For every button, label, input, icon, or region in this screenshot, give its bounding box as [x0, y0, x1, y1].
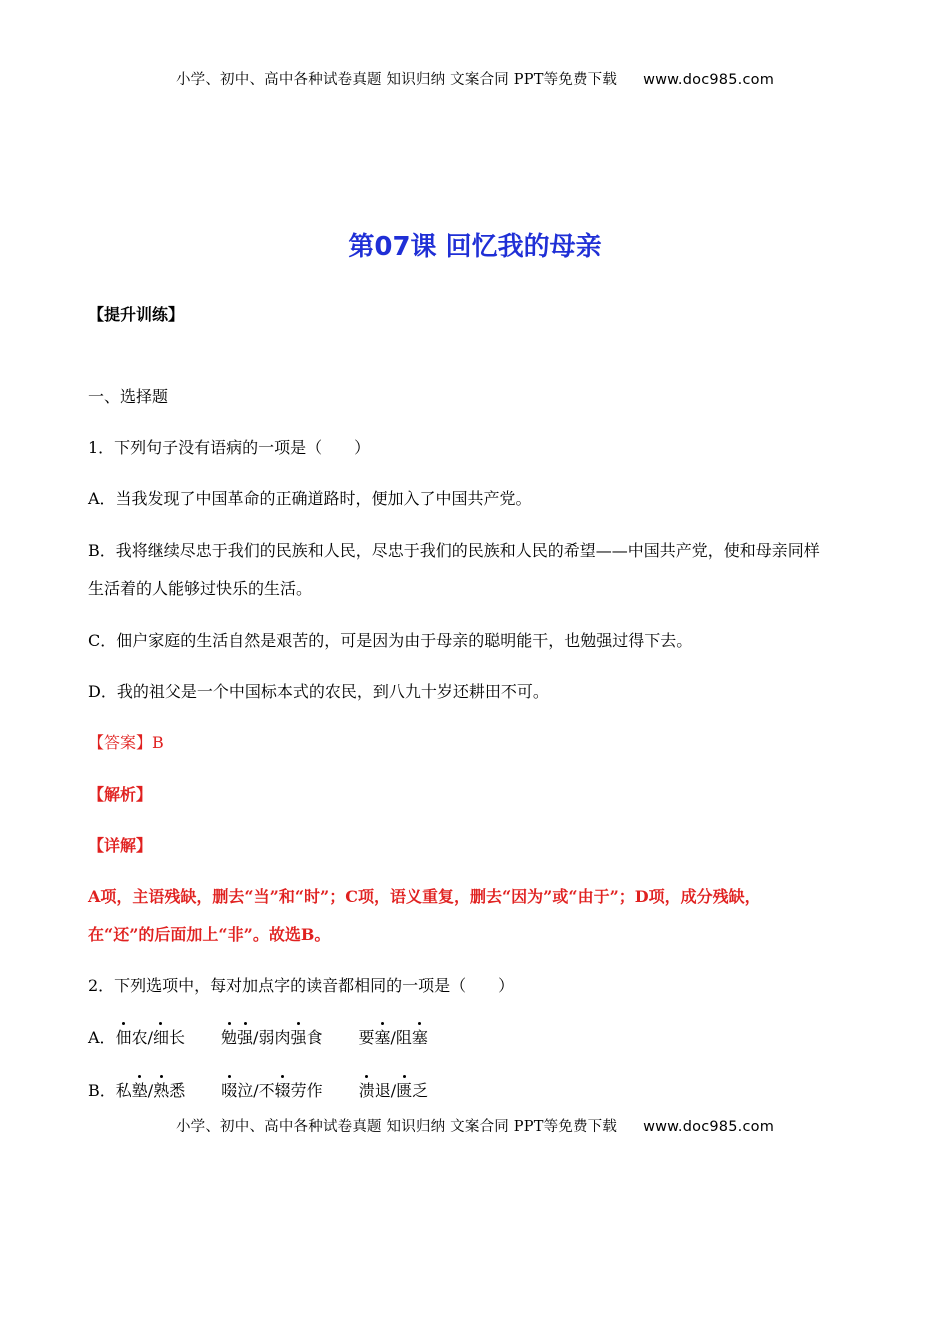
plain-text: 乏 [412, 1081, 429, 1100]
page-header [0, 68, 950, 89]
plain-text: /弱肉 [253, 1028, 291, 1047]
plain-text: / [147, 1081, 154, 1100]
section-heading: 一、选择题 [88, 387, 169, 406]
page-footer [0, 1115, 950, 1136]
plain-text: 要 [358, 1028, 375, 1047]
plain-text: 退/ [374, 1081, 397, 1100]
dotted-char: 强 [237, 1028, 254, 1047]
question-1-detail-label: 【详解】 [88, 836, 153, 855]
question-1-option-a: A．当我发现了中国革命的正确道路时，便加入了中国共产党。 [88, 489, 532, 508]
dotted-char: 佃 [115, 1028, 132, 1047]
question-1-answer: 【答案】B [88, 733, 164, 752]
question-2-stem: 2．下列选项中，每对加点字的读音都相同的一项是（ ） [88, 976, 515, 995]
option-label: A． [88, 1028, 116, 1047]
question-1-analysis-label: 【解析】 [88, 785, 153, 804]
plain-text: 悉 [169, 1081, 186, 1100]
plain-text: /阻 [390, 1028, 412, 1047]
dotted-char: 溃 [358, 1081, 375, 1100]
section-label: 【提升训练】 [88, 305, 185, 324]
footer-text: 小学、初中、高中各种试卷真题 知识归纳 文案合同 PPT等免费下载 [175, 1119, 618, 1135]
question-2-option-b [88, 1080, 428, 1102]
question-1-option-b-line1: B．我将继续尽忠于我们的民族和人民，尽忠于我们的民族和人民的希望——中国共产党，使和母亲同样 [88, 541, 820, 560]
dotted-char: 啜 [221, 1081, 238, 1100]
dotted-char: 匮 [396, 1081, 413, 1100]
header-url[interactable]: www.doc985.com [643, 72, 775, 88]
dotted-char: 塾 [131, 1081, 148, 1100]
option-label: B． [88, 1081, 116, 1100]
dotted-char: 勉 [221, 1028, 238, 1047]
lesson-title: 第07课 回忆我的母亲 [348, 232, 602, 262]
question-1-option-c: C．佃户家庭的生活自然是艰苦的，可是因为由于母亲的聪明能干，也勉强过得下去。 [88, 631, 693, 650]
question-1-option-b-line2: 生活着的人能够过快乐的生活。 [88, 579, 313, 598]
dotted-char: 细 [152, 1028, 169, 1047]
question-2-option-a [88, 1027, 428, 1049]
plain-text: 长 [169, 1028, 186, 1047]
question-1-stem: 1．下列句子没有语病的一项是（ ） [88, 438, 371, 457]
plain-text: 劳作 [290, 1081, 323, 1100]
plain-text: 农/ [131, 1028, 153, 1047]
question-1-detail-line1: A项，主语残缺，删去“当”和“时”；C项，语义重复，删去“因为”或“由于”；D项，成分残缺， [88, 887, 761, 906]
header-text: 小学、初中、高中各种试卷真题 知识归纳 文案合同 PPT等免费下载 [175, 72, 618, 88]
dotted-char: 强 [290, 1028, 307, 1047]
dotted-char: 熟 [153, 1081, 170, 1100]
dotted-char: 辍 [274, 1081, 291, 1100]
question-1-option-d: D．我的祖父是一个中国标本式的农民，到八九十岁还耕田不可。 [88, 682, 549, 701]
dotted-char: 塞 [374, 1028, 391, 1047]
plain-text: 食 [306, 1028, 323, 1047]
footer-url[interactable]: www.doc985.com [643, 1119, 775, 1135]
dotted-char: 塞 [411, 1028, 428, 1047]
plain-text: 私 [115, 1081, 132, 1100]
plain-text: 泣/不 [237, 1081, 275, 1100]
question-1-detail-line2: 在“还”的后面加上“非”。故选B。 [88, 925, 331, 944]
